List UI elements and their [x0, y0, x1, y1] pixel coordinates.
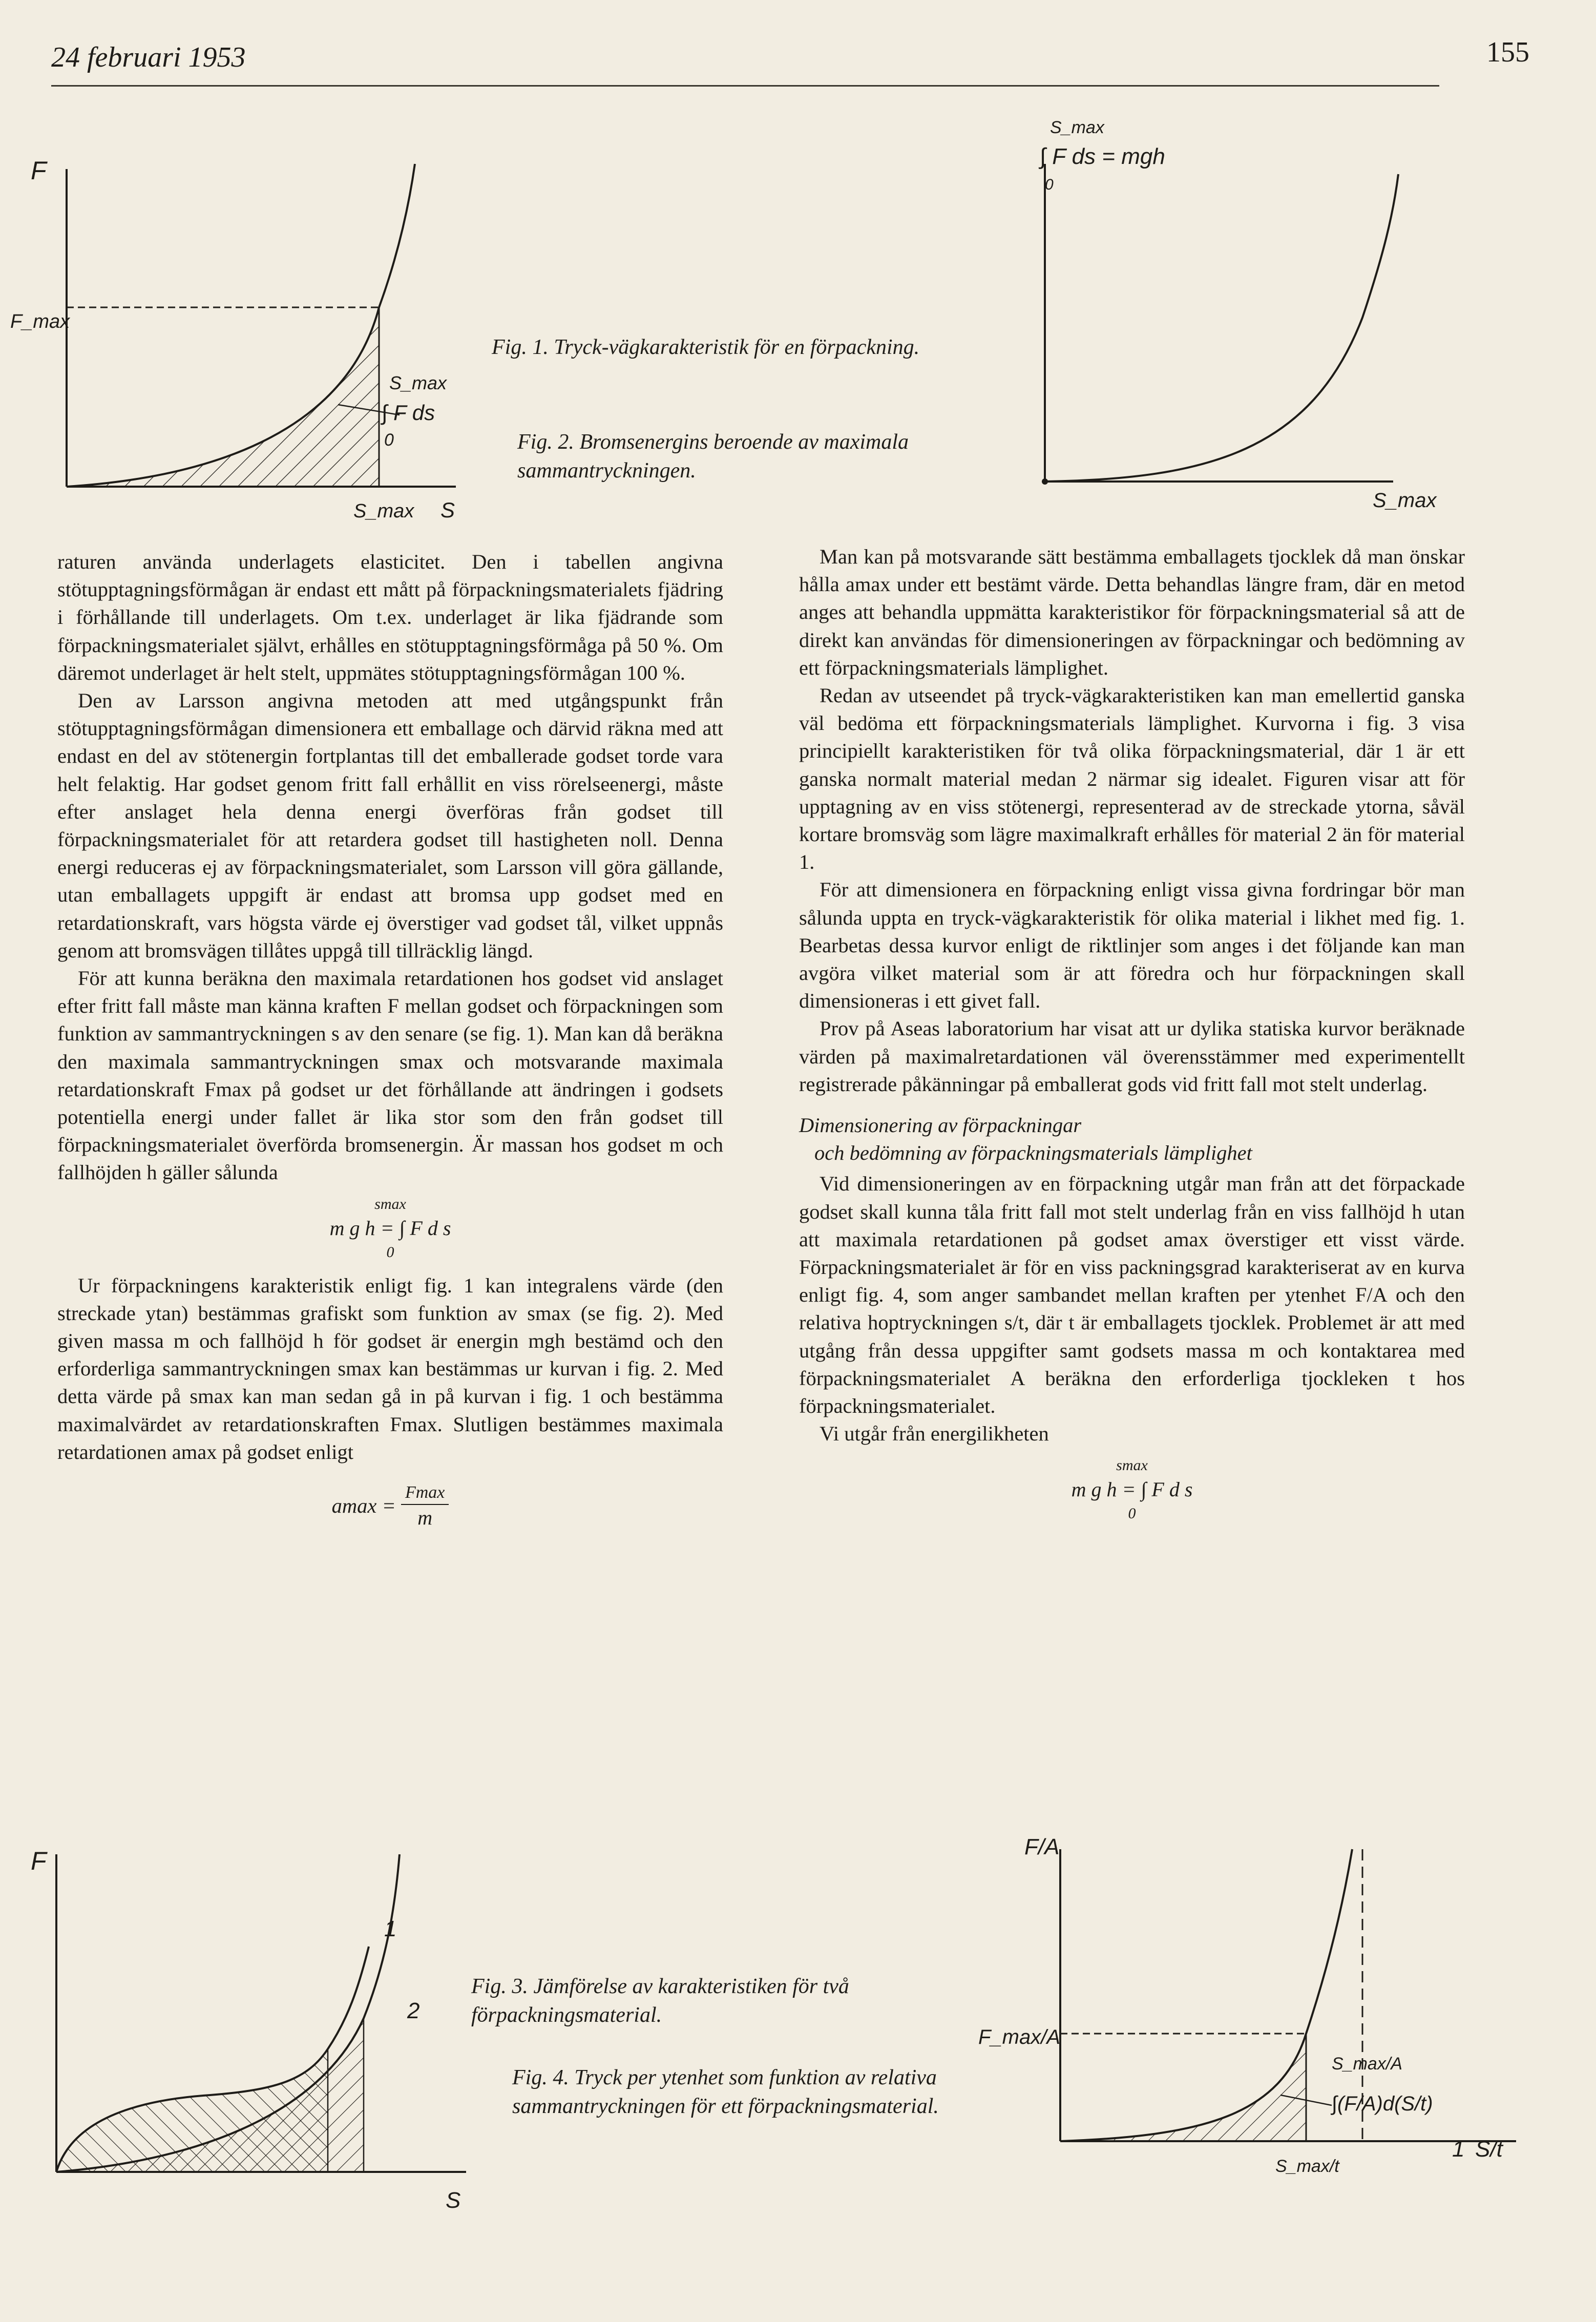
header-rule [51, 85, 1439, 87]
left-paragraph-2: Den av Larsson angivna metoden att med utgångspunkt från stötupptagningsförmågan dimensionera ett emballage och därvid räkna med att endast en del av stötenergin fortplantas till det emballerade godset torde vara helt felaktig. Har godset genom fritt fall erhållit en viss rörelseenergi, måste efter anslaget hela denna energi överföras från godset till förpackningsmaterialet för att retardera godset till hastigheten noll. Denna energi reduceras ej av förpackningsmaterialet, som Larsson vill göra gällande, utan emballagets uppgift är endast att bromsa upp godset med en retardationskraft, vars högsta värde ej överstiger vad godset tål, vilket uppnås genom att bromsvägen tillåtes uppgå till tillräcklig längd. [57, 689, 723, 962]
fig4-integral-expr: ∫(F/A)d(S/t) [1332, 2093, 1433, 2115]
caption-fig4: Fig. 4. Tryck per ytenhet som funktion av relativa sammantryckningen för ett förpackningsmaterial. [512, 2066, 939, 2118]
caption-fig3: Fig. 3. Jämförelse av karakteristiken för två förpackningsmaterial. [471, 1975, 849, 2027]
right-paragraph-1: Man kan på motsvarande sätt bestämma emballagets tjocklek då man önskar hålla amax under ett bestämt värde. Detta behandlas längre fram, där en metod anges att behandla uppmätta karakteristikor för förpackningsmaterial så att de direkt kan användas för dimensioneringen av förpackningar och bedömning av ett förpackningsmaterials lämplighet. [799, 545, 1465, 679]
fig4-curve [1060, 1849, 1352, 2141]
eq2-numerator: Fmax [401, 1481, 449, 1505]
eq3-expression: m g h = ∫ F d s [1071, 1477, 1193, 1501]
right-paragraph-3: För att dimensionera en förpackning enligt vissa givna fordringar bör man sålunda uppta en tryck-vägkarakteristik för olika material i likhet med fig. 1. Bearbetas dessa kurvor enligt de riktlinjer som anges i det följande kan man avgöra vilket material som är att föredra och hur förpackningen skall dimensioneras i ett givet fall. [799, 878, 1465, 1013]
fig1-smax-label: S_max [353, 500, 414, 522]
right-paragraph-2: Redan av utseendet på tryck-vägkarakteristiken kan man emellertid ganska väl bedöma ett förpackningsmaterials lämplighet. Kurvorna i fig. 3 visa principiellt karakteristiken för två olika förpackningsmaterial, där 1 är ett ganska normalt material medan 2 närmar sig idealet. Figuren visar att för upptagning av en viss stötenergi, representerad av de streckade ytorna, såväl kortare bromsväg som lägre maximalkraft erhålles för material 2 än för material 1. [799, 684, 1465, 874]
fig3-y-label: F [31, 1847, 47, 1875]
eq1-expression: m g h = ∫ F d s [329, 1216, 451, 1240]
section-heading-line-1: Dimensionering av förpackningar [799, 1114, 1082, 1137]
fig1-integral-lower: 0 [384, 430, 394, 450]
caption-fig1: Fig. 1. Tryck-vägkarakteristik för en förpackning. [492, 336, 920, 359]
figure-1 [10, 138, 481, 528]
eq3-upper-limit: smax [1116, 1456, 1148, 1474]
fig4-x-label: S/t [1475, 2137, 1503, 2162]
fig3-hatch-material-2 [56, 2049, 328, 2172]
fig2-integral-expr: ∫ F ds = mgh [1040, 144, 1165, 169]
page-number: 155 [1486, 36, 1529, 68]
eq1-lower-limit: 0 [386, 1243, 394, 1261]
left-paragraph-4: Ur förpackningens karakteristik enligt fig. 1 kan integralens värde (den streckade ytan) bestämmas grafiskt som funktion av smax (se fig. 2). Med given massa m och fallhöjd h för godset är energin mgh bestämd och den erforderliga sammantryckningen smax kan bestämmas ur kurvan i fig. 2. Med detta värde på smax kan man sedan gå in på kurvan i fig. 1 och bestämma maximalvärdet av retardationskraften Fmax. Slutligen bestämmes maximala retardationen amax på godset enligt [57, 1273, 723, 1463]
fig4-x-one: 1 [1452, 2137, 1465, 2162]
fig2-curve [1045, 174, 1398, 482]
fig3-x-label: S [446, 2188, 461, 2213]
figure-3 [31, 1834, 492, 2233]
fig1-hatched-area [67, 307, 379, 487]
left-column [57, 548, 723, 1540]
fig4-y-label: F/A [1024, 1834, 1060, 1859]
eq2-fraction [401, 1481, 449, 1531]
fig2-integral-upper: S_max [1050, 118, 1104, 137]
right-paragraph-5: Vid dimensioneringen av en förpackning utgår man från att det förpackade godset skall kunna tåla fritt fall mot stelt underlag från en viss fallhöjd h utan att maximala retardationen på godset amax överstiger ett visst värde. Förpackningsmaterialet är för en viss packningsgrad karakteriserat av en kurva enligt fig. 4, som anger sambandet mellan kraften per ytenhet F/A och den relativa hoptryckningen s/t, där t är emballagets tjocklek. Problemet är att med utgång från dessa uppgifter samt godsets massa m och kontaktarea med förpackningsmaterialet A beräkna den erforderliga tjockleken t hos förpackningsmaterialet. [799, 1172, 1465, 1418]
eq2-lhs: amax = [331, 1494, 396, 1517]
right-paragraph-4: Prov på Aseas laboratorium har visat att ur dylika statiska kurvor beräknade värden på maximalretardationen väl överensstämmer med experimentellt registrerade påkänningar på emballerat gods vid fritt fall mot stelt underlag. [799, 1017, 1465, 1096]
running-header-date: 24 februari 1953 [51, 41, 246, 73]
fig2-origin-dot [1042, 478, 1048, 485]
equation-amax [57, 1481, 723, 1531]
eq2-denominator: m [417, 1506, 433, 1530]
fig4-hatched-area [1060, 2034, 1306, 2141]
figure-4 [973, 1829, 1552, 2192]
fig1-integral-expr: ∫ F ds [382, 401, 435, 425]
left-paragraph-3: För att kunna beräkna den maximala retardationen hos godset vid anslaget efter fritt fall måste man känna kraften F mellan godset och förpackningen som funktion av sammantryckningen s av den senare (se fig. 1). Man kan då beräkna den maximala sammantryckningen smax och motsvarande maximala retardationskraft Fmax på godset ur det förhållande att ändringen i godsets potentiella energi under fallet är lika stor som den från godset till förpackningsmaterialet överförda bromsenergin. Är massan hos godset m och fallhöjden h gäller sålunda [57, 967, 723, 1184]
figure-2 [1004, 102, 1455, 528]
fig2-x-label: S_max [1373, 489, 1437, 512]
fig4-fmax-label: F_max/A [978, 2026, 1061, 2048]
fig3-curve-1-label: 1 [384, 1916, 397, 1941]
fig3-curve-2-label: 2 [407, 1998, 420, 2023]
eq1-upper-limit: smax [374, 1195, 406, 1212]
fig1-integral-upper: S_max [389, 372, 447, 393]
equation-energy-1 [57, 1194, 723, 1263]
fig1-y-label: F [31, 156, 47, 185]
right-paragraph-6: Vi utgår från energilikheten [820, 1422, 1049, 1446]
section-heading-line-2: och bedömning av förpackningsmaterials lämplighet [814, 1141, 1252, 1165]
caption-fig2: Fig. 2. Bromsenergins beroende av maximala sammantryckningen. [517, 430, 909, 483]
fig4-smax-label: S_max/t [1275, 2157, 1339, 2176]
eq3-lower-limit: 0 [1128, 1504, 1136, 1522]
fig2-integral-lower: 0 [1045, 176, 1054, 193]
fig1-fmax-label: F_max [10, 311, 70, 332]
fig4-integral-upper: S_max/A [1332, 2054, 1402, 2074]
fig1-x-label: S [440, 498, 455, 522]
right-column [799, 543, 1465, 1533]
left-paragraph-1: raturen använda underlagets elasticitet. Den i tabellen angivna stötupptagningsförmågan är endast ett mått på förpackningsmaterialets fjädring i förhållande till underlagets. Om t.ex. underlaget är lika fjädrande som förpackningsmaterialet självt, erhålles en stötupptagningsförmåga på 50 %. Om däremot underlaget är helt stelt, uppmätes stötupptagningsförmågan 100 %. [57, 550, 723, 684]
equation-energy-2 [799, 1455, 1465, 1524]
